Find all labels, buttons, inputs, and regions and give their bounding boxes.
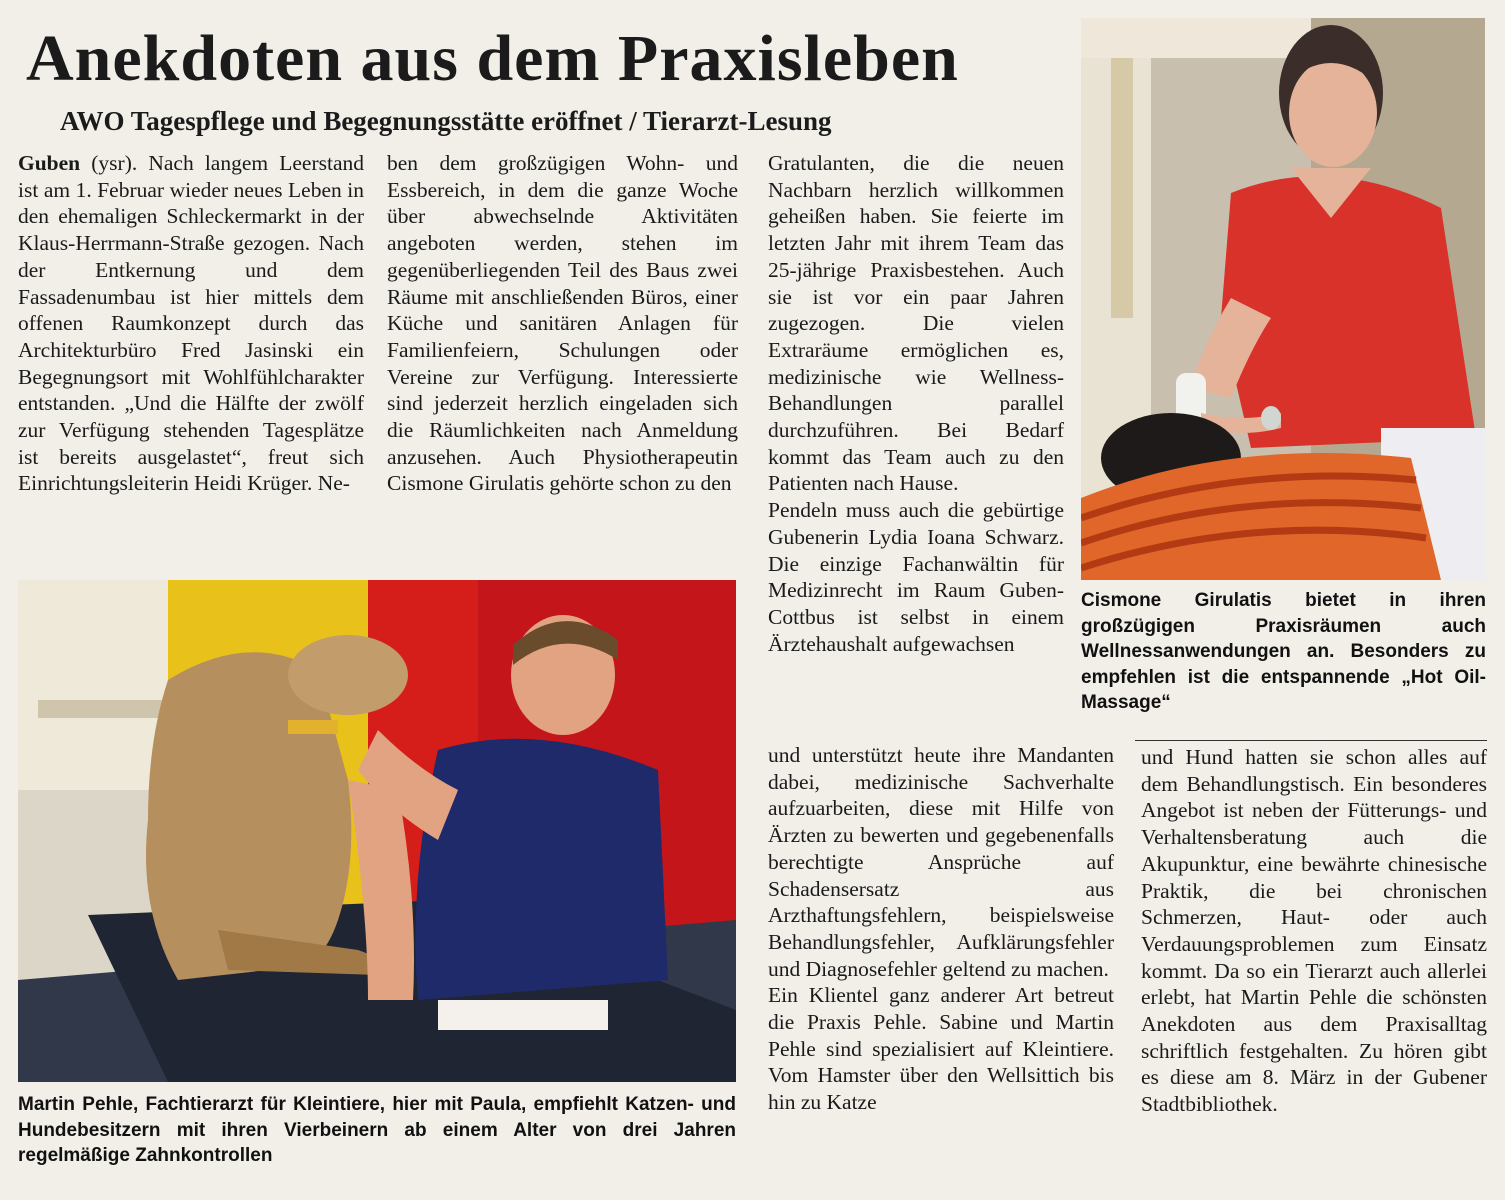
column-3-bottom-text-1: und unterstützt heute ihre Mandanten dabei, medizinische Sachverhalte aufzuarbeiten, diese mit Hilfe von Ärzten zu bewerten und gegebenenfalls berechtigte Ansprüche auf Schadensersatz aus Arzthaftungsfehlern, beispielsweise Behandlungsfehler, Aufklärungsfehler und Diagnosefehler geltend zu machen.	[768, 743, 1114, 981]
subheadline: AWO Tagespflege und Begegnungsstätte eröffnet / Tierarzt-Lesung	[60, 106, 832, 136]
article-column-3-bottom	[768, 742, 1114, 1116]
column-3-bottom-text-2: Ein Klientel ganz anderer Art betreut die Praxis Pehle. Sabine und Martin Pehle sind spezialisiert auf Kleintiere. Vom Hamster über den Wellsittich bis hin zu Katze	[768, 983, 1114, 1115]
article-column-4	[1141, 744, 1487, 1118]
vet-dog-photo-caption: Martin Pehle, Fachtierarzt für Kleintiere, hier mit Paula, empfiehlt Katzen- und Hundebesitzern mit ihren Vierbeinern ab einem Alter von drei Jahren regelmäßige Zahnkontrollen	[18, 1094, 736, 1166]
vet-dog-photo-image	[18, 580, 736, 1082]
column-3-mid-text: Pendeln muss auch die gebürtige Gubenerin Lydia Ioana Schwarz. Die einzige Fachanwältin für Medizinrecht im Raum Guben-Cottbus ist selbst in einem Ärztehaushalt aufgewachsen	[768, 498, 1064, 656]
column-divider	[1135, 740, 1487, 741]
vet-dog-photo	[18, 580, 736, 1082]
column-4-text: und Hund hatten sie schon alles auf dem Behandlungstisch. Ein besonderes Angebot ist neben der Fütterungs- und Verhaltensberatung auch die Akupunktur, eine bewährte chinesische Praktik, die bei chronischen Schmerzen, Haut- oder auch Verdauungsproblemen zum Einsatz kommt. Da so ein Tierarzt auch allerlei erlebt, hat Martin Pehle die schönsten Anekdoten aus dem Praxisalltag schriftlich festgehalten. Zu hören gibt es diese am 8. März in der Gubener Stadtbibliothek.	[1141, 745, 1487, 1117]
article-column-3-top	[768, 150, 1064, 657]
dateline: Guben	[18, 151, 81, 175]
article-column-1	[18, 150, 364, 497]
column-2-text: ben dem großzügigen Wohn- und Essbereich, in dem die ganze Woche über abwechselnde Aktivitäten angeboten werden, stehen im gegenüberliegenden Teil des Baus zwei Räume mit anschließenden Büros, einer Küche und sanitären Anlagen für Familienfeiern, Schulungen oder Vereine zur Verfügung. Interessierte sind jederzeit herzlich eingeladen sich die Räumlichkeiten nach Anmeldung anzusehen. Auch Physiotherapeutin Cismone Girulatis gehörte schon zu den	[387, 151, 738, 496]
column-3-top-text: Gratulanten, die die neuen Nachbarn herzlich willkommen geheißen haben. Sie feierte im letzten Jahr mit ihrem Team das 25-jährige Praxisbestehen. Auch sie ist vor ein paar Jahren zugezogen. Die vielen Extraräume ermöglichen es, medizinische wie Wellness-Behandlungen parallel durchzuführen. Bei Bedarf kommt das Team auch zu den Patienten nach Hause.	[768, 151, 1064, 496]
article-column-2	[387, 150, 738, 497]
massage-photo-image	[1081, 18, 1485, 580]
column-1-text: (ysr). Nach langem Leerstand ist am 1. Februar wieder neues Leben in den ehemaligen Schleckermarkt in der Klaus-Herrmann-Straße gezogen. Nach der Entkernung und dem Fassadenumbau ist hier mittels dem offenen Raumkonzept durch das Architekturbüro Fred Jasinski ein Begegnungsort mit Wohlfühlcharakter entstanden. „Und die Hälfte der zwölf zur Verfügung stehenden Tagesplätze ist bereits ausgelastet“, freut sich Einrichtungsleiterin Heidi Krüger. Ne-	[18, 151, 364, 496]
massage-photo	[1081, 18, 1485, 580]
headline: Anekdoten aus dem Praxisleben	[26, 22, 959, 95]
massage-photo-caption: Cismone Girulatis bietet in ihren großzügigen Praxisräumen auch Wellnessanwendungen an. Besonders zu empfehlen ist die entspannende „Hot Oil-Massage“	[1081, 590, 1486, 713]
